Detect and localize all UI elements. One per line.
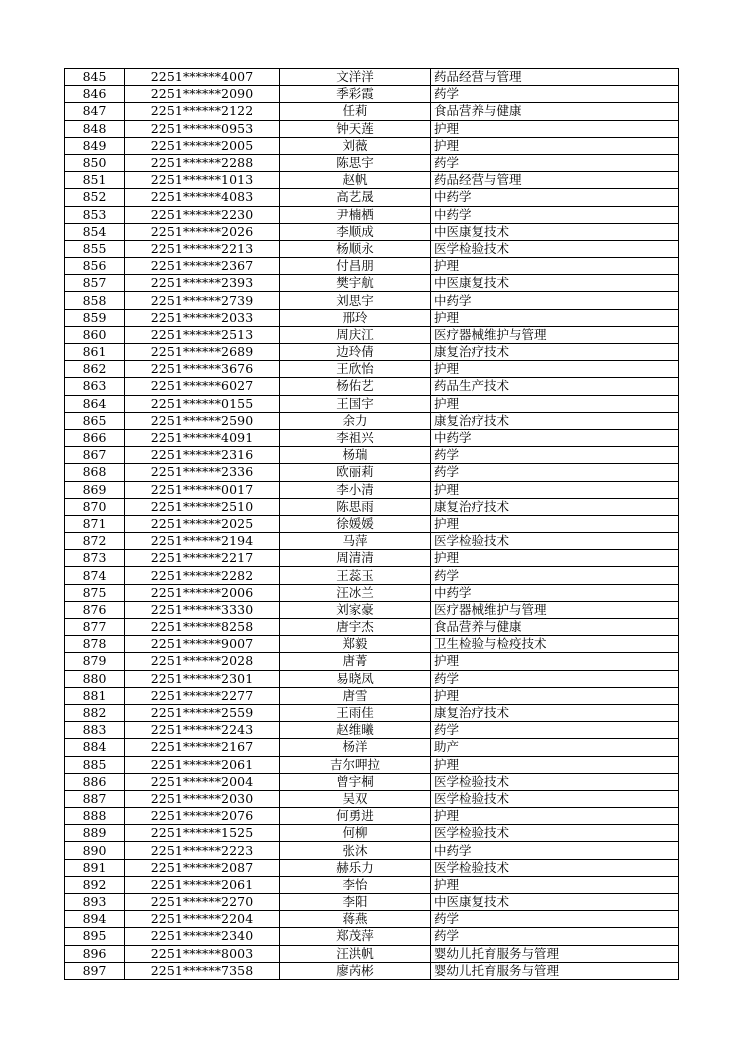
student-name-cell: 何勇进	[280, 808, 431, 825]
row-number-cell: 849	[65, 137, 125, 154]
table-row	[65, 619, 679, 636]
major-cell: 护理	[431, 808, 679, 825]
row-number-cell: 864	[65, 395, 125, 412]
student-name-cell: 李怡	[280, 876, 431, 893]
table-row	[65, 154, 679, 171]
student-id-cell: 2251******2213	[125, 240, 280, 257]
table-row	[65, 120, 679, 137]
student-id-cell: 2251******2243	[125, 722, 280, 739]
student-id-cell: 2251******3676	[125, 361, 280, 378]
row-number-cell: 847	[65, 103, 125, 120]
major-cell: 食品营养与健康	[431, 103, 679, 120]
table-row	[65, 292, 679, 309]
major-cell: 医学检验技术	[431, 790, 679, 807]
student-id-cell: 2251******2026	[125, 223, 280, 240]
student-name-cell: 刘家豪	[280, 601, 431, 618]
student-id-cell: 2251******2006	[125, 584, 280, 601]
table-row	[65, 258, 679, 275]
row-number-cell: 881	[65, 687, 125, 704]
table-row	[65, 653, 679, 670]
student-id-cell: 2251******2739	[125, 292, 280, 309]
major-cell: 中药学	[431, 189, 679, 206]
row-number-cell: 856	[65, 258, 125, 275]
major-cell: 药学	[431, 154, 679, 171]
row-number-cell: 862	[65, 361, 125, 378]
student-name-cell: 吴双	[280, 790, 431, 807]
major-cell: 中医康复技术	[431, 223, 679, 240]
student-id-cell: 2251******2061	[125, 876, 280, 893]
table-row	[65, 206, 679, 223]
student-name-cell: 王欣怡	[280, 361, 431, 378]
table-row	[65, 275, 679, 292]
student-id-cell: 2251******2316	[125, 447, 280, 464]
table-row	[65, 911, 679, 928]
student-id-cell: 2251******2336	[125, 464, 280, 481]
major-cell: 医学检验技术	[431, 859, 679, 876]
row-number-cell: 874	[65, 567, 125, 584]
student-id-cell: 2251******2230	[125, 206, 280, 223]
row-number-cell: 890	[65, 842, 125, 859]
table-row	[65, 515, 679, 532]
student-name-cell: 汪冰兰	[280, 584, 431, 601]
student-name-cell: 余力	[280, 412, 431, 429]
student-id-cell: 2251******2393	[125, 275, 280, 292]
row-number-cell: 848	[65, 120, 125, 137]
major-cell: 药品经营与管理	[431, 69, 679, 86]
table-row	[65, 447, 679, 464]
major-cell: 康复治疗技术	[431, 704, 679, 721]
major-cell: 药品生产技术	[431, 378, 679, 395]
student-name-cell: 马萍	[280, 533, 431, 550]
table-row	[65, 309, 679, 326]
student-name-cell: 赵帆	[280, 172, 431, 189]
student-id-cell: 2251******2510	[125, 498, 280, 515]
major-cell: 医疗器械维护与管理	[431, 326, 679, 343]
row-number-cell: 886	[65, 773, 125, 790]
row-number-cell: 859	[65, 309, 125, 326]
student-id-cell: 2251******2025	[125, 515, 280, 532]
row-number-cell: 875	[65, 584, 125, 601]
row-number-cell: 894	[65, 911, 125, 928]
student-id-cell: 2251******4007	[125, 69, 280, 86]
student-id-cell: 2251******1013	[125, 172, 280, 189]
major-cell: 中药学	[431, 429, 679, 446]
row-number-cell: 853	[65, 206, 125, 223]
student-roster-table	[64, 68, 679, 980]
major-cell: 药学	[431, 86, 679, 103]
table-row	[65, 894, 679, 911]
major-cell: 护理	[431, 481, 679, 498]
table-row	[65, 790, 679, 807]
student-id-cell: 2251******2004	[125, 773, 280, 790]
row-number-cell: 872	[65, 533, 125, 550]
row-number-cell: 866	[65, 429, 125, 446]
table-row	[65, 326, 679, 343]
row-number-cell: 879	[65, 653, 125, 670]
table-row	[65, 739, 679, 756]
row-number-cell: 857	[65, 275, 125, 292]
row-number-cell: 891	[65, 859, 125, 876]
table-row	[65, 498, 679, 515]
major-cell: 护理	[431, 550, 679, 567]
student-name-cell: 周庆江	[280, 326, 431, 343]
row-number-cell: 887	[65, 790, 125, 807]
student-name-cell: 杨顺永	[280, 240, 431, 257]
student-name-cell: 何柳	[280, 825, 431, 842]
row-number-cell: 878	[65, 636, 125, 653]
table-row	[65, 636, 679, 653]
student-name-cell: 刘思宇	[280, 292, 431, 309]
major-cell: 护理	[431, 137, 679, 154]
student-name-cell: 季彩霞	[280, 86, 431, 103]
student-name-cell: 樊宇航	[280, 275, 431, 292]
table-row	[65, 464, 679, 481]
student-id-cell: 2251******8258	[125, 619, 280, 636]
row-number-cell: 892	[65, 876, 125, 893]
student-id-cell: 2251******2513	[125, 326, 280, 343]
row-number-cell: 846	[65, 86, 125, 103]
table-row	[65, 137, 679, 154]
major-cell: 医学检验技术	[431, 825, 679, 842]
major-cell: 药学	[431, 567, 679, 584]
student-id-cell: 2251******0953	[125, 120, 280, 137]
student-name-cell: 唐宇杰	[280, 619, 431, 636]
major-cell: 婴幼儿托育服务与管理	[431, 962, 679, 979]
row-number-cell: 855	[65, 240, 125, 257]
major-cell: 食品营养与健康	[431, 619, 679, 636]
student-name-cell: 王蕊玉	[280, 567, 431, 584]
row-number-cell: 873	[65, 550, 125, 567]
row-number-cell: 868	[65, 464, 125, 481]
student-id-cell: 2251******2689	[125, 344, 280, 361]
student-id-cell: 2251******2223	[125, 842, 280, 859]
student-id-cell: 2251******2277	[125, 687, 280, 704]
row-number-cell: 854	[65, 223, 125, 240]
row-number-cell: 876	[65, 601, 125, 618]
table-row	[65, 773, 679, 790]
table-row	[65, 223, 679, 240]
row-number-cell: 895	[65, 928, 125, 945]
row-number-cell: 867	[65, 447, 125, 464]
major-cell: 中药学	[431, 842, 679, 859]
major-cell: 药学	[431, 670, 679, 687]
student-id-cell: 2251******2367	[125, 258, 280, 275]
major-cell: 卫生检验与检疫技术	[431, 636, 679, 653]
student-name-cell: 郑毅	[280, 636, 431, 653]
table-row	[65, 189, 679, 206]
table-row	[65, 550, 679, 567]
table-row	[65, 825, 679, 842]
student-name-cell: 邢玲	[280, 309, 431, 326]
table-row	[65, 429, 679, 446]
major-cell: 医疗器械维护与管理	[431, 601, 679, 618]
student-id-cell: 2251******2340	[125, 928, 280, 945]
row-number-cell: 883	[65, 722, 125, 739]
major-cell: 医学检验技术	[431, 773, 679, 790]
row-number-cell: 889	[65, 825, 125, 842]
student-id-cell: 2251******4091	[125, 429, 280, 446]
table-row	[65, 240, 679, 257]
student-id-cell: 2251******2076	[125, 808, 280, 825]
table-row	[65, 928, 679, 945]
student-id-cell: 2251******0155	[125, 395, 280, 412]
major-cell: 中医康复技术	[431, 894, 679, 911]
table-row	[65, 859, 679, 876]
student-name-cell: 徐媛媛	[280, 515, 431, 532]
major-cell: 护理	[431, 876, 679, 893]
row-number-cell: 858	[65, 292, 125, 309]
student-name-cell: 陈思雨	[280, 498, 431, 515]
table-row	[65, 962, 679, 979]
student-name-cell: 唐菁	[280, 653, 431, 670]
roster-body	[65, 69, 679, 980]
student-id-cell: 2251******2288	[125, 154, 280, 171]
table-row	[65, 172, 679, 189]
row-number-cell: 880	[65, 670, 125, 687]
row-number-cell: 869	[65, 481, 125, 498]
row-number-cell: 865	[65, 412, 125, 429]
major-cell: 康复治疗技术	[431, 344, 679, 361]
student-id-cell: 2251******6027	[125, 378, 280, 395]
table-row	[65, 69, 679, 86]
student-name-cell: 杨洋	[280, 739, 431, 756]
major-cell: 护理	[431, 309, 679, 326]
student-id-cell: 2251******8003	[125, 945, 280, 962]
student-name-cell: 任莉	[280, 103, 431, 120]
student-name-cell: 李小清	[280, 481, 431, 498]
student-id-cell: 2251******2270	[125, 894, 280, 911]
student-id-cell: 2251******2030	[125, 790, 280, 807]
row-number-cell: 845	[65, 69, 125, 86]
student-name-cell: 李顺成	[280, 223, 431, 240]
table-row	[65, 670, 679, 687]
student-id-cell: 2251******3330	[125, 601, 280, 618]
table-row	[65, 704, 679, 721]
student-name-cell: 李祖兴	[280, 429, 431, 446]
major-cell: 护理	[431, 515, 679, 532]
table-row	[65, 533, 679, 550]
student-id-cell: 2251******2194	[125, 533, 280, 550]
student-id-cell: 2251******1525	[125, 825, 280, 842]
row-number-cell: 896	[65, 945, 125, 962]
major-cell: 医学检验技术	[431, 240, 679, 257]
row-number-cell: 860	[65, 326, 125, 343]
row-number-cell: 888	[65, 808, 125, 825]
student-name-cell: 曾宇桐	[280, 773, 431, 790]
row-number-cell: 882	[65, 704, 125, 721]
row-number-cell: 850	[65, 154, 125, 171]
row-number-cell: 863	[65, 378, 125, 395]
major-cell: 药品经营与管理	[431, 172, 679, 189]
table-row	[65, 584, 679, 601]
table-row	[65, 722, 679, 739]
student-name-cell: 陈思宇	[280, 154, 431, 171]
major-cell: 护理	[431, 258, 679, 275]
student-name-cell: 赫乐力	[280, 859, 431, 876]
major-cell: 药学	[431, 464, 679, 481]
row-number-cell: 897	[65, 962, 125, 979]
table-row	[65, 601, 679, 618]
student-name-cell: 唐雪	[280, 687, 431, 704]
student-id-cell: 2251******2028	[125, 653, 280, 670]
student-id-cell: 2251******2204	[125, 911, 280, 928]
student-name-cell: 高艺晟	[280, 189, 431, 206]
major-cell: 护理	[431, 361, 679, 378]
table-row	[65, 481, 679, 498]
row-number-cell: 852	[65, 189, 125, 206]
table-row	[65, 842, 679, 859]
table-row	[65, 756, 679, 773]
student-id-cell: 2251******9007	[125, 636, 280, 653]
row-number-cell: 893	[65, 894, 125, 911]
row-number-cell: 851	[65, 172, 125, 189]
student-name-cell: 刘薇	[280, 137, 431, 154]
major-cell: 药学	[431, 447, 679, 464]
student-name-cell: 廖芮彬	[280, 962, 431, 979]
major-cell: 护理	[431, 687, 679, 704]
student-id-cell: 2251******2559	[125, 704, 280, 721]
row-number-cell: 871	[65, 515, 125, 532]
student-id-cell: 2251******2590	[125, 412, 280, 429]
major-cell: 护理	[431, 120, 679, 137]
student-id-cell: 2251******4083	[125, 189, 280, 206]
row-number-cell: 877	[65, 619, 125, 636]
row-number-cell: 885	[65, 756, 125, 773]
student-name-cell: 郑茂萍	[280, 928, 431, 945]
table-row	[65, 687, 679, 704]
student-name-cell: 边玲倩	[280, 344, 431, 361]
student-id-cell: 2251******2061	[125, 756, 280, 773]
student-id-cell: 2251******2122	[125, 103, 280, 120]
student-name-cell: 文洋洋	[280, 69, 431, 86]
student-name-cell: 张沐	[280, 842, 431, 859]
major-cell: 中药学	[431, 292, 679, 309]
student-name-cell: 杨瑞	[280, 447, 431, 464]
table-row	[65, 876, 679, 893]
row-number-cell: 870	[65, 498, 125, 515]
student-name-cell: 王雨佳	[280, 704, 431, 721]
student-name-cell: 钟天莲	[280, 120, 431, 137]
student-id-cell: 2251******2167	[125, 739, 280, 756]
student-name-cell: 王国宇	[280, 395, 431, 412]
major-cell: 中药学	[431, 206, 679, 223]
row-number-cell: 861	[65, 344, 125, 361]
student-name-cell: 汪洪帆	[280, 945, 431, 962]
student-id-cell: 2251******2033	[125, 309, 280, 326]
student-id-cell: 2251******2005	[125, 137, 280, 154]
major-cell: 康复治疗技术	[431, 498, 679, 515]
student-id-cell: 2251******2301	[125, 670, 280, 687]
major-cell: 药学	[431, 911, 679, 928]
table-row	[65, 344, 679, 361]
major-cell: 中药学	[431, 584, 679, 601]
student-name-cell: 易晓凤	[280, 670, 431, 687]
student-id-cell: 2251******2217	[125, 550, 280, 567]
student-id-cell: 2251******2090	[125, 86, 280, 103]
student-name-cell: 欧丽莉	[280, 464, 431, 481]
table-row	[65, 103, 679, 120]
major-cell: 护理	[431, 756, 679, 773]
major-cell: 护理	[431, 653, 679, 670]
student-name-cell: 付昌朋	[280, 258, 431, 275]
student-name-cell: 赵维曦	[280, 722, 431, 739]
student-name-cell: 杨佑艺	[280, 378, 431, 395]
major-cell: 药学	[431, 722, 679, 739]
major-cell: 医学检验技术	[431, 533, 679, 550]
major-cell: 婴幼儿托育服务与管理	[431, 945, 679, 962]
student-id-cell: 2251******2087	[125, 859, 280, 876]
table-row	[65, 567, 679, 584]
table-row	[65, 808, 679, 825]
major-cell: 助产	[431, 739, 679, 756]
major-cell: 药学	[431, 928, 679, 945]
student-name-cell: 周清清	[280, 550, 431, 567]
table-row	[65, 86, 679, 103]
table-row	[65, 395, 679, 412]
student-id-cell: 2251******7358	[125, 962, 280, 979]
student-name-cell: 李阳	[280, 894, 431, 911]
row-number-cell: 884	[65, 739, 125, 756]
student-id-cell: 2251******2282	[125, 567, 280, 584]
student-name-cell: 蒋燕	[280, 911, 431, 928]
table-row	[65, 361, 679, 378]
table-row	[65, 412, 679, 429]
student-name-cell: 吉尔呷拉	[280, 756, 431, 773]
student-id-cell: 2251******0017	[125, 481, 280, 498]
major-cell: 康复治疗技术	[431, 412, 679, 429]
student-name-cell: 尹楠栖	[280, 206, 431, 223]
table-row	[65, 378, 679, 395]
table-row	[65, 945, 679, 962]
major-cell: 中医康复技术	[431, 275, 679, 292]
major-cell: 护理	[431, 395, 679, 412]
